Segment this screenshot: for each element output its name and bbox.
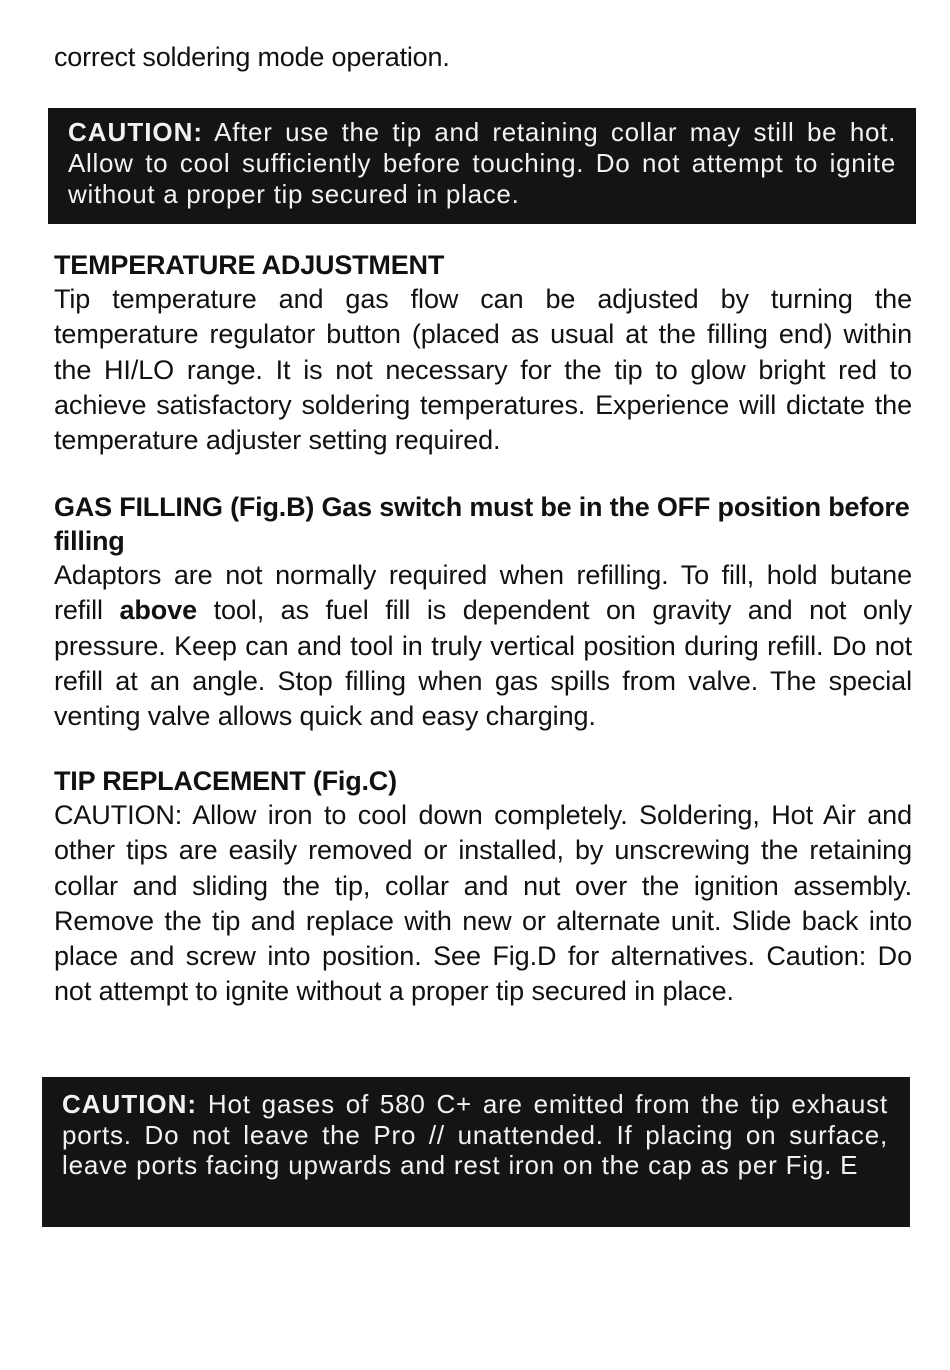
tip-replacement-heading: TIP REPLACEMENT (Fig.C) [54, 766, 397, 796]
caution-top-text: After use the tip and retaining collar may still be hot. Allow to cool sufficiently before touching. Do not attempt to ignite without a proper tip secured in place. [68, 117, 896, 209]
temperature-adjustment-body: Tip temperature and gas flow can be adjusted by turning the temperature regulator button (placed as usual at the filling end) within the HI/LO range. It is not necessary for the tip to glow bright red to achieve satisfactory soldering temperatures. Experience will dictate the temperature adjuster setting required. [54, 284, 912, 456]
lead-text: correct soldering mode operation. [54, 42, 450, 72]
gas-filling-body [54, 558, 912, 734]
temperature-adjustment-heading: TEMPERATURE ADJUSTMENT [54, 250, 445, 280]
caution-box-top [48, 108, 916, 224]
temperature-adjustment-section [54, 248, 912, 458]
caution-box-bottom [42, 1077, 910, 1227]
gas-filling-section [54, 490, 912, 734]
tip-replacement-body: CAUTION: Allow iron to cool down completely. Soldering, Hot Air and other tips are easily removed or installed, by unscrewing the retaining collar and sliding the tip, collar and nut over the ignition assembly. Remove the tip and replace with new or alternate unit. Slide back into place and screw into position. See Fig.D for alternatives. Caution: Do not attempt to ignite without a proper tip secured in place. [54, 800, 912, 1007]
caution-bottom-text-block [62, 1089, 888, 1181]
gas-filling-heading: GAS FILLING (Fig.B) Gas switch must be in the OFF position before filling [54, 492, 910, 556]
caution-bottom-text: Hot gases of 580 C+ are emitted from the tip exhaust ports. Do not leave the Pro // unattended. If placing on surface, leave ports facing upwards and rest iron on the cap as per Fig. E [62, 1089, 888, 1180]
caution-top-text-block [68, 117, 896, 210]
gas-filling-emphasis: above [119, 595, 198, 626]
gas-filling-body-start: Adaptors are not normally required when refilling. To fill, hold butane refill [54, 560, 912, 626]
tip-replacement-section [54, 764, 912, 1010]
caution-bottom-label: CAUTION: [62, 1089, 198, 1119]
caution-top-label: CAUTION: [68, 117, 204, 147]
gas-filling-body-end: tool, as fuel fill is dependent on gravity and not only pressure. Keep can and tool in truly vertical position during refill. Do not refill at an angle. Stop filling when gas spills from valve. The special venting valve allows quick and easy charging. [54, 595, 912, 732]
